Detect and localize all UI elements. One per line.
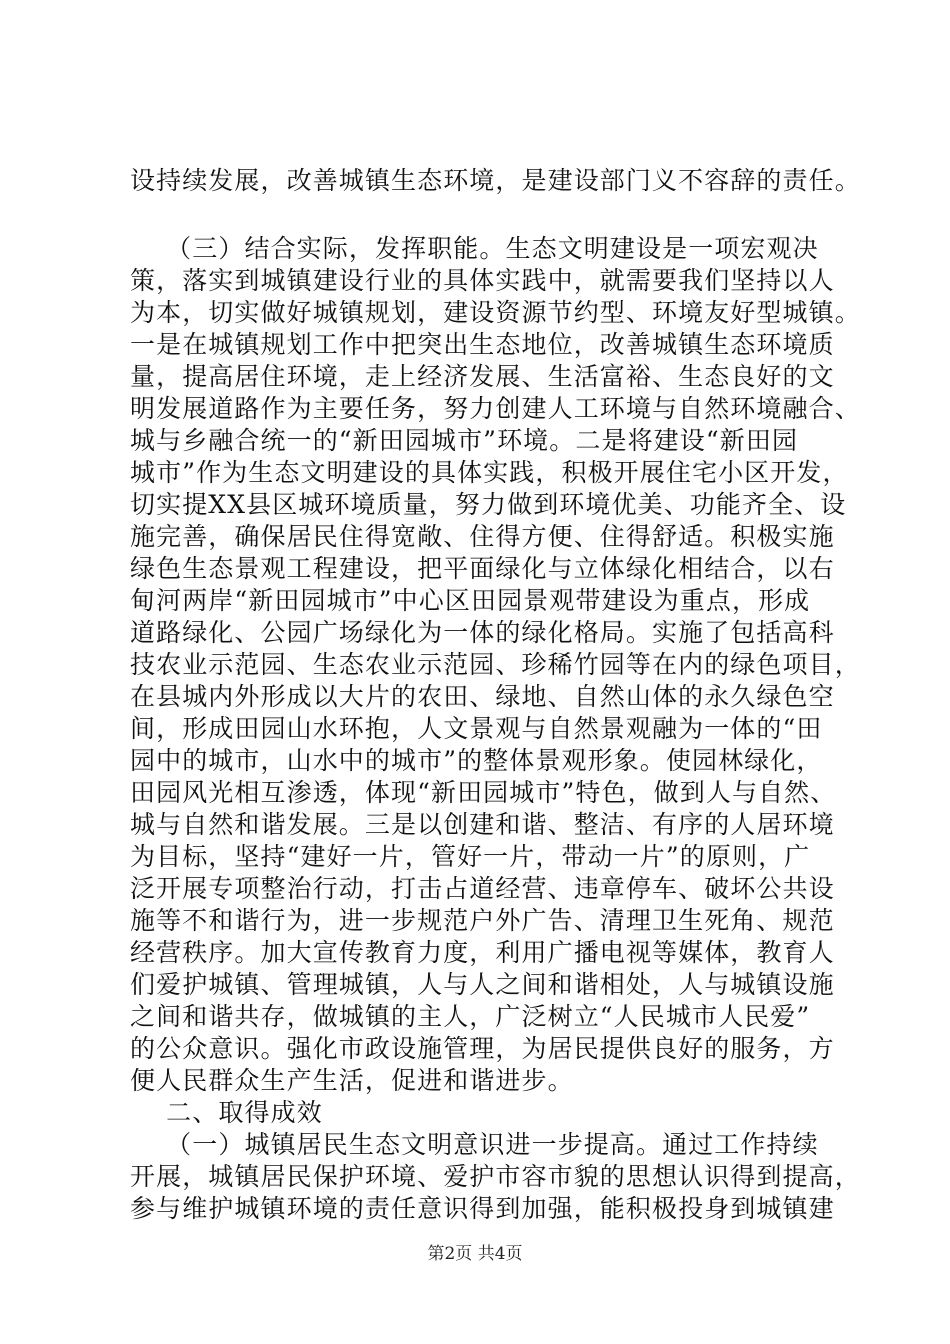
text-line: 二、取得成效 <box>130 1098 323 1127</box>
text-line: 策，落实到城镇建设行业的具体实践中，就需要我们坚持以人 <box>130 266 835 295</box>
text-line: （三）结合实际，发挥职能。生态文明建设是一项宏观决 <box>130 234 819 263</box>
text-line: 之间和谐共存，做城镇的主人，广泛树立“人民城市人民爱” <box>130 1002 811 1031</box>
text-line: 施等不和谐行为，进一步规范户外广告、清理卫生死角、规范 <box>130 906 835 935</box>
text-line: 开展，城镇居民保护环境、爱护市容市貌的思想认识得到提高， <box>130 1162 861 1191</box>
text-line: 田园风光相互渗透，体现“新田园城市”特色，做到人与自然、 <box>130 778 837 807</box>
text-line: 设持续发展，改善城镇生态环境，是建设部门义不容辞的责任。 <box>130 166 861 195</box>
text-line: 为本，切实做好城镇规划，建设资源节约型、环境友好型城镇。 <box>130 298 861 327</box>
text-line: 量，提高居住环境，走上经济发展、生活富裕、生态良好的文 <box>130 362 835 391</box>
text-line: 便人民群众生产生活，促进和谐进步。 <box>130 1066 574 1095</box>
text-line: （一）城镇居民生态文明意识进一步提高。通过工作持续 <box>130 1130 819 1159</box>
text-line: 切实提XX县区城环境质量，努力做到环境优美、功能齐全、设 <box>130 490 847 519</box>
text-line: 城市”作为生态文明建设的具体实践，积极开展住宅小区开发， <box>130 458 849 487</box>
text-line: 在县城内外形成以大片的农田、绿地、自然山体的永久绿色空 <box>130 682 835 711</box>
text-line: 一是在城镇规划工作中把突出生态地位，改善城镇生态环境质 <box>130 330 835 359</box>
text-line: 技农业示范园、生态农业示范园、珍稀竹园等在内的绿色项目， <box>130 650 861 679</box>
text-line: 们爱护城镇、管理城镇，人与人之间和谐相处，人与城镇设施 <box>130 970 835 999</box>
text-line: 园中的城市，山水中的城市”的整体景观形象。使园林绿化， <box>130 746 823 775</box>
text-line: 参与维护城镇环境的责任意识得到加强，能积极投身到城镇建 <box>130 1194 835 1223</box>
text-line: 城与自然和谐发展。三是以创建和谐、整洁、有序的人居环境 <box>130 810 835 839</box>
text-line: 城与乡融合统一的“新田园城市”环境。二是将建设“新田园 <box>130 426 799 455</box>
page-footer: 第2页 共4页 <box>427 1244 523 1264</box>
text-line: 道路绿化、公园广场绿化为一体的绿化格局。实施了包括高科 <box>130 618 835 647</box>
text-line: 明发展道路作为主要任务，努力创建人工环境与自然环境融合、 <box>130 394 861 423</box>
text-line: 甸河两岸“新田园城市”中心区田园景观带建设为重点，形成 <box>130 586 811 615</box>
text-line: 经营秩序。加大宣传教育力度，利用广播电视等媒体，教育人 <box>130 938 835 967</box>
text-line: 施完善，确保居民住得宽敞、住得方便、住得舒适。积极实施 <box>130 522 835 551</box>
text-line: 为目标，坚持“建好一片，管好一片，带动一片”的原则，广 <box>130 842 811 871</box>
text-line: 绿色生态景观工程建设，把平面绿化与立体绿化相结合，以右 <box>130 554 835 583</box>
text-line: 间，形成田园山水环抱，人文景观与自然景观融为一体的“田 <box>130 714 823 743</box>
text-line: 的公众意识。强化市政设施管理，为居民提供良好的服务，方 <box>130 1034 835 1063</box>
text-line: 泛开展专项整治行动，打击占道经营、违章停车、破坏公共设 <box>130 874 835 903</box>
